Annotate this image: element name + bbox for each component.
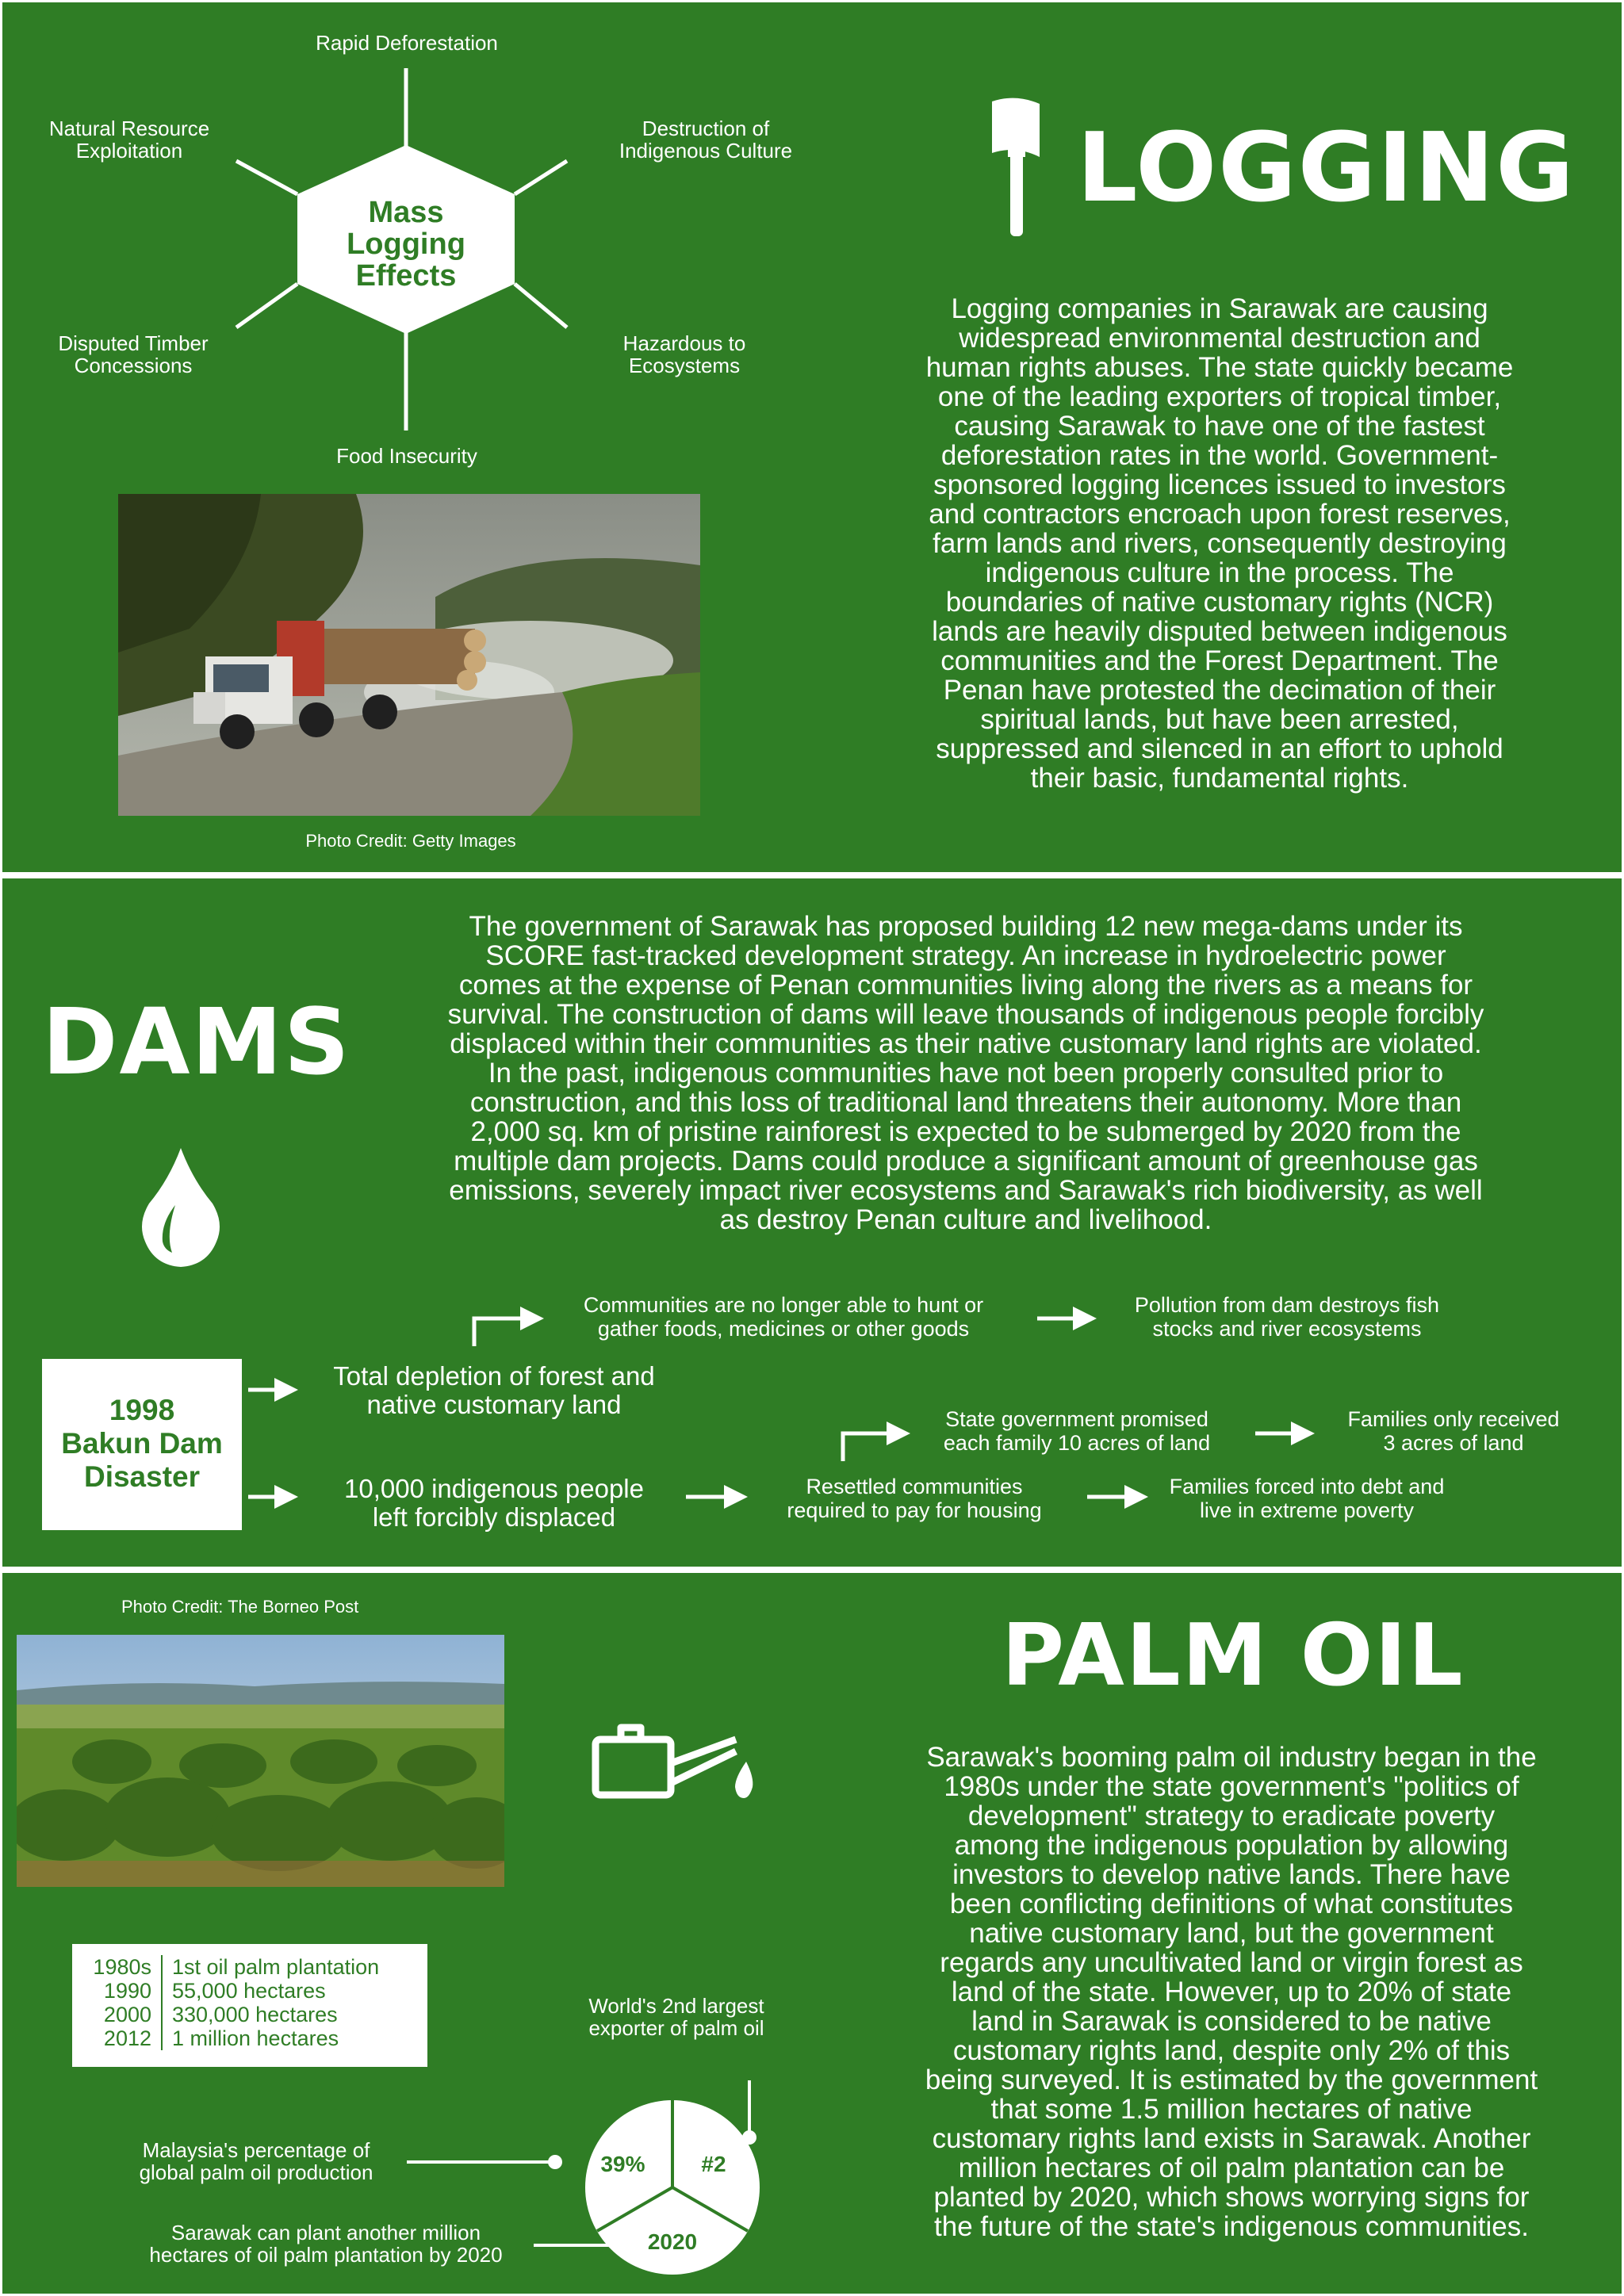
body-line: Logging companies in Sarawak are causing — [951, 293, 1488, 324]
body-line: boundaries of native customary rights (NCR) — [945, 587, 1494, 618]
timeline-year: 1990 — [103, 1979, 151, 2003]
flow-debt — [1148, 1475, 1465, 1522]
logging-truck-photo — [118, 494, 700, 816]
flow-line: native customary land — [366, 1390, 622, 1419]
timeline-value: 1st oil palm plantation — [161, 1955, 379, 1979]
body-line: been conflicting definitions of what constitutes — [949, 1888, 1514, 1919]
body-line: development" strategy to eradicate poverty — [967, 1800, 1496, 1831]
logging-body — [871, 294, 1568, 793]
body-line: In the past, indigenous communities have not been properly consulted prior to — [488, 1058, 1444, 1089]
effect-disputed-timber — [26, 332, 240, 377]
body-line: that some 1.5 million hectares of native — [990, 2094, 1473, 2125]
flow-line: Communities are no longer able to hunt or — [583, 1293, 984, 1317]
flow-line: Pollution from dam destroys fish — [1134, 1293, 1440, 1317]
bakun-dam-box — [42, 1359, 242, 1530]
axe-icon — [984, 98, 1048, 240]
flow-line: Families forced into debt and — [1169, 1475, 1445, 1498]
body-line: among the indigenous population by allowing — [954, 1830, 1509, 1861]
pie-label-rank: #2 — [701, 2152, 726, 2176]
flow-line: 3 acres of land — [1383, 1431, 1524, 1455]
spoke-bottom-right — [515, 284, 567, 327]
body-line: customary rights land exists in Sarawak. Another — [932, 2123, 1531, 2154]
flow-resettled — [752, 1475, 1077, 1522]
arrow-to-promised — [843, 1433, 898, 1461]
effect-line: Destruction of — [642, 117, 770, 140]
body-line: million hectares of oil palm plantation can be — [958, 2152, 1505, 2183]
flow-line: Resettled communities — [806, 1475, 1023, 1498]
body-line: regards any uncultivated land or virgin forest as — [940, 1947, 1523, 1978]
dams-title: DAMS — [42, 989, 351, 1096]
stat-line: Sarawak can plant another million — [170, 2221, 481, 2244]
body-line: communities and the Forest Department. The — [940, 645, 1499, 676]
hub-line: Effects — [355, 259, 457, 293]
stat-line: Malaysia's percentage of — [142, 2138, 370, 2162]
body-line: deforestation rates in the world. Government- — [940, 440, 1499, 471]
body-line: farm lands and rivers, consequently destroying — [933, 528, 1507, 559]
body-line: human rights abuses. The state quickly became — [925, 352, 1514, 383]
bakun-flow-arrows — [2, 878, 1622, 1567]
flow-hunt — [546, 1293, 1021, 1341]
body-line: widespread environmental destruction and — [959, 323, 1480, 354]
body-line: their basic, fundamental rights. — [1030, 763, 1409, 794]
body-line: emissions, severely impact river ecosystems and Sarawak's rich biodiversity, as well — [449, 1175, 1483, 1206]
timeline-value: 1 million hectares — [161, 2026, 339, 2050]
stat-line: exporter of palm oil — [588, 2016, 764, 2040]
flow-displaced — [312, 1475, 676, 1532]
logging-section — [2, 2, 1622, 872]
effect-hazardous-ecosystems — [581, 332, 787, 377]
body-line: sponsored logging licences issued to investors — [933, 469, 1506, 500]
stat-line: global palm oil production — [139, 2160, 373, 2184]
effect-destruction-culture — [591, 117, 821, 162]
body-line: customary rights land, despite only 2% of this — [952, 2035, 1511, 2066]
spoke-top-left — [236, 161, 297, 194]
pie-label-percent: 39% — [600, 2152, 645, 2176]
box-line: Disaster — [83, 1460, 201, 1493]
spoke-bottom-left — [236, 284, 297, 327]
palm-stats-diagram — [2, 1573, 875, 2294]
logging-photo-credit: Photo Credit: Getty Images — [305, 831, 516, 851]
body-line: spiritual lands, but have been arrested, — [980, 704, 1459, 735]
body-line: one of the leading exporters of tropical timber, — [937, 381, 1502, 412]
body-line: lands are heavily disputed between indigenous — [932, 616, 1507, 647]
effect-line: Disputed Timber — [58, 331, 209, 355]
flow-depletion — [312, 1362, 676, 1419]
flow-line: 10,000 indigenous people — [343, 1474, 644, 1503]
dams-section — [2, 878, 1622, 1567]
palm-oil-title: PALM OIL — [1002, 1606, 1465, 1705]
hub-line: Mass — [368, 196, 444, 229]
effect-line: Natural Resource — [48, 117, 210, 140]
effect-line: Ecosystems — [628, 354, 741, 377]
body-line: the future of the state's indigenous communities. — [934, 2211, 1529, 2242]
effect-rapid-deforestation: Rapid Deforestation — [316, 31, 498, 55]
timeline-year: 1980s — [93, 1955, 151, 1979]
body-line: causing Sarawak to have one of the fastest — [954, 411, 1485, 442]
flow-line: Total depletion of forest and — [333, 1361, 655, 1391]
body-line: 2,000 sq. km of pristine rainforest is expected to be submerged by 2020 from the — [470, 1116, 1461, 1147]
effect-line: Indigenous Culture — [619, 139, 793, 163]
stat-plant — [120, 2221, 532, 2266]
body-line: investors to develop native lands. There have — [952, 1859, 1511, 1890]
body-line: suppressed and silenced in an effort to uphold — [936, 733, 1503, 764]
palm-oil-body — [855, 1743, 1608, 2241]
effect-line: Exploitation — [75, 139, 183, 163]
effect-line: Hazardous to — [622, 331, 746, 355]
box-line: 1998 — [109, 1394, 175, 1426]
effect-food-insecurity: Food Insecurity — [336, 444, 477, 468]
flow-line: State government promised — [945, 1407, 1208, 1431]
body-line: land in Sarawak is considered to be native — [971, 2006, 1492, 2037]
stat-line: World's 2nd largest — [588, 1994, 764, 2018]
body-line: SCORE fast-tracked development strategy. An increase in hydroelectric power — [485, 940, 1446, 971]
pie-label-year: 2020 — [647, 2229, 698, 2254]
body-line: displaced within their communities as their native customary land rights are violated. — [450, 1028, 1482, 1059]
body-line: Sarawak's booming palm oil industry began in the — [926, 1742, 1537, 1773]
body-line: indigenous culture in the process. The — [985, 557, 1454, 588]
flow-pollution — [1097, 1293, 1477, 1341]
stat-exporter — [557, 1995, 795, 2039]
body-line: being surveyed. It is estimated by the government — [925, 2064, 1538, 2095]
body-line: multiple dam projects. Dams could produce a significant amount of greenhouse gas — [454, 1146, 1478, 1177]
timeline-value: 55,000 hectares — [161, 1979, 326, 2003]
flow-line: left forcibly displaced — [372, 1502, 616, 1532]
body-line: Penan have protested the decimation of their — [943, 675, 1496, 706]
body-line: land of the state. However, up to 20% of state — [951, 1976, 1512, 2007]
stat-line: hectares of oil palm plantation by 2020 — [149, 2243, 503, 2267]
palm-photo-credit: Photo Credit: The Borneo Post — [121, 1597, 359, 1617]
flow-line: Families only received — [1347, 1407, 1560, 1431]
timeline-value: 330,000 hectares — [161, 2003, 338, 2026]
body-line: comes at the expense of Penan communities living along the rivers as a means for — [458, 970, 1473, 1001]
body-line: The government of Sarawak has proposed building 12 new mega-dams under its — [469, 911, 1463, 942]
body-line: as destroy Penan culture and livelihood. — [719, 1204, 1212, 1235]
flow-line: required to pay for housing — [787, 1498, 1042, 1522]
body-line: native customary land, but the government — [969, 1918, 1494, 1949]
body-line: construction, and this loss of traditional land threatens their autonomy. More than — [469, 1087, 1462, 1118]
flow-line: stocks and river ecosystems — [1152, 1317, 1422, 1341]
flow-received — [1311, 1407, 1596, 1455]
flow-promised — [906, 1407, 1247, 1455]
body-line: planted by 2020, which shows worrying signs for — [933, 2182, 1530, 2213]
box-line: Bakun Dam — [61, 1427, 223, 1460]
hub-line: Logging — [347, 228, 465, 261]
flow-line: each family 10 acres of land — [943, 1431, 1211, 1455]
timeline-year: 2012 — [103, 2026, 151, 2050]
effect-line: Concessions — [74, 354, 193, 377]
logging-title: LOGGING — [1077, 113, 1576, 224]
body-line: survival. The construction of dams will leave thousands of indigenous people forcibly — [447, 999, 1484, 1030]
stat-malaysia — [113, 2139, 399, 2183]
body-line: 1980s under the state government's "politics of — [944, 1771, 1519, 1802]
effect-natural-resource — [18, 117, 240, 162]
body-line: and contractors encroach upon forest reserves, — [929, 499, 1511, 530]
palm-oil-section — [2, 1573, 1622, 2294]
flow-line: live in extreme poverty — [1199, 1498, 1415, 1522]
flow-line: gather foods, medicines or other goods — [597, 1317, 970, 1341]
spoke-top-right — [515, 161, 567, 194]
timeline-year: 2000 — [103, 2003, 151, 2026]
hub-label — [327, 197, 485, 292]
arrow-to-hunt — [474, 1318, 532, 1346]
callout-dot-malaysia — [548, 2155, 562, 2169]
